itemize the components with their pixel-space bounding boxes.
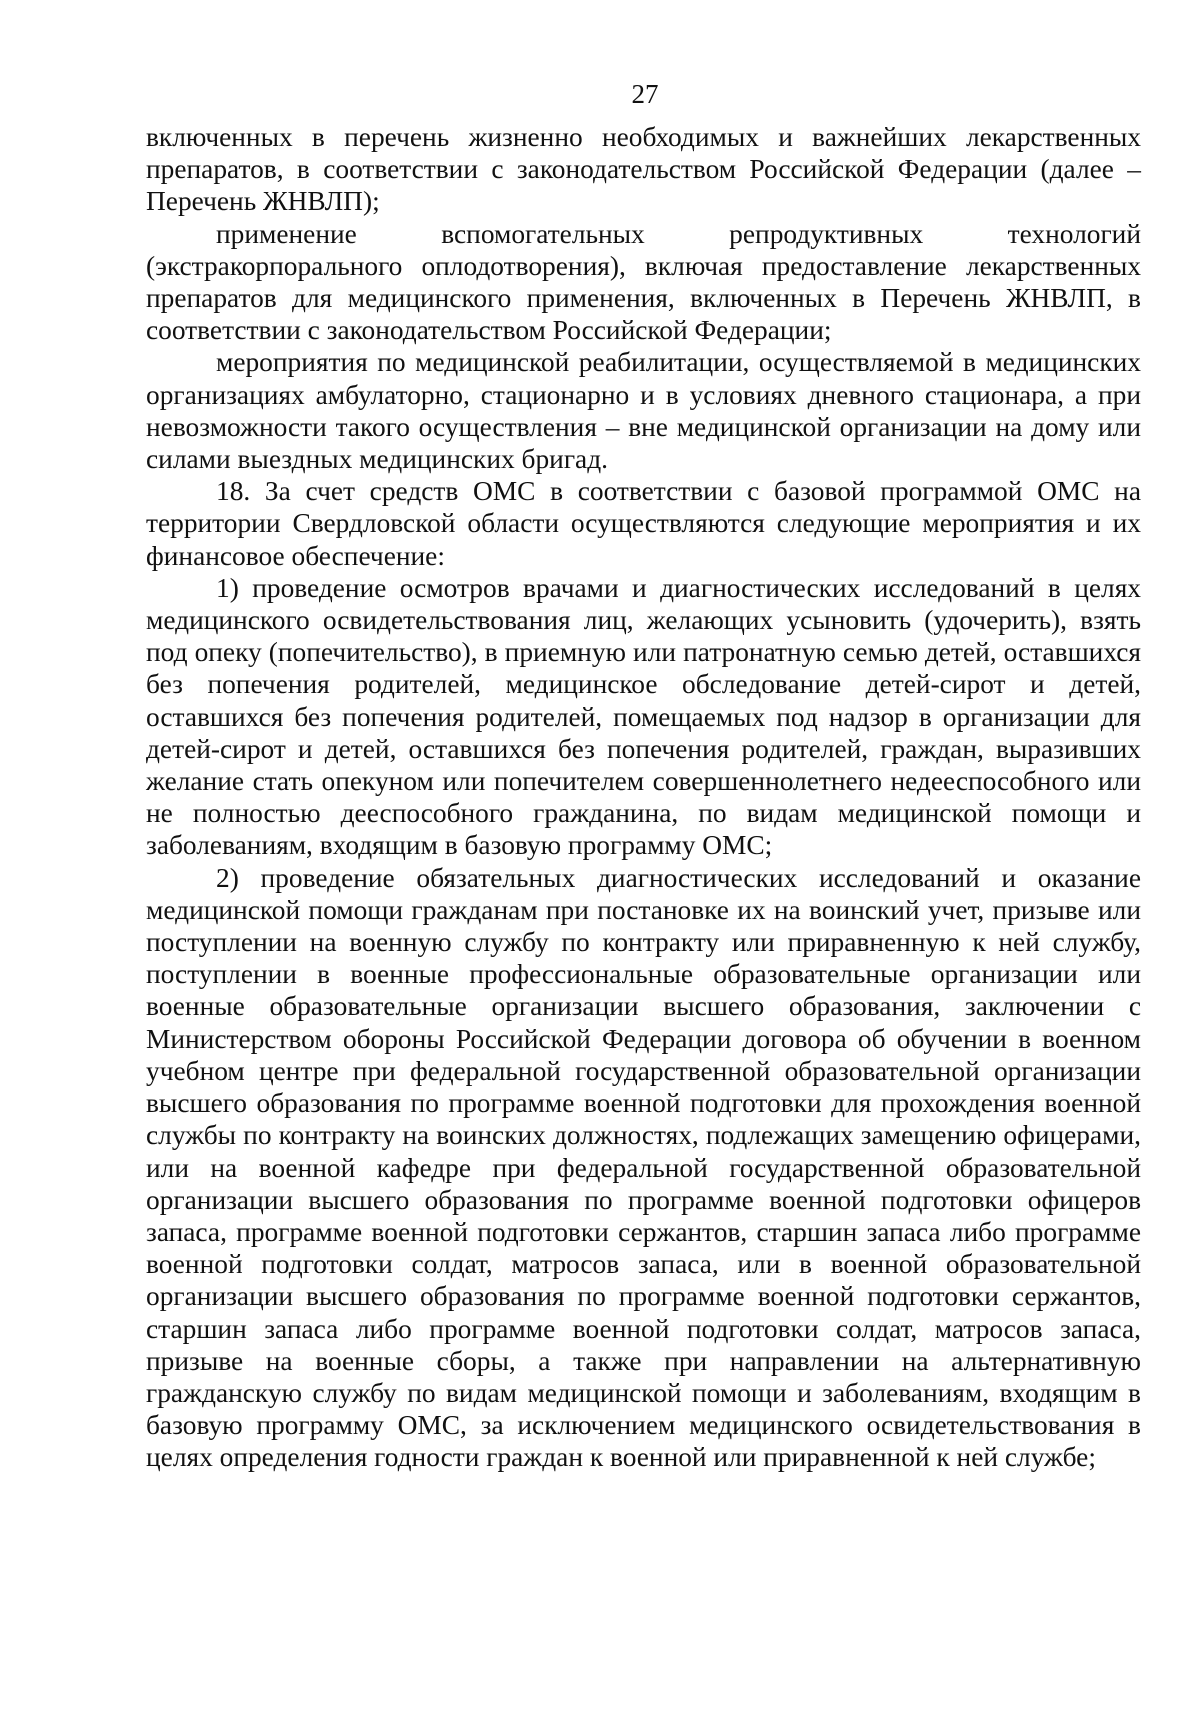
- paragraph-item-2: 2) проведение обязательных диагностических исследований и оказание медицинской помощи гражданам при постановке их на воинский учет, призыве или поступлении на военную службу по контракту или приравненную к ней службу, поступлении в военные профессиональные образовательные организации или военные образовательные организации высшего образования, заключении с Министерством обороны Российской Федерации договора об обучении в военном учебном центре при федеральной государственной образовательной организации высшего образования по программе военной подготовки для прохождения военной службы по контракту на воинских должностях, подлежащих замещению офицерами, или на военной кафедре при федеральной государственной образовательной организации высшего образования по программе военной подготовки офицеров запаса, программе военной подготовки сержантов, старшин запаса либо программе военной подготовки солдат, матросов запаса, или в военной образовательной организации высшего образования по программе военной подготовки сержантов, старшин запаса либо программе военной подготовки солдат, матросов запаса, призыве на военные сборы, а также при направлении на альтернативную гражданскую службу по видам медицинской помощи и заболеваниям, входящим в базовую программу ОМС, за исключением медицинского освидетельствования в целях определения годности граждан к военной или приравненной к ней службе;: [146, 862, 1141, 1473]
- paragraph-continuation: включенных в перечень жизненно необходимых и важнейших лекарственных препаратов, в соответствии с законодательством Российской Федерации (далее – Перечень ЖНВЛП);: [146, 122, 1141, 217]
- page-number: 27: [631, 79, 659, 109]
- paragraph-reproductive-technologies: применение вспомогательных репродуктивных технологий (экстракорпорального оплодотворения), включая предоставление лекарственных препаратов для медицинского применения, включенных в Перечень ЖНВЛП, в соответствии с законодательством Российской Федерации;: [146, 218, 1141, 346]
- paragraph-item-1: 1) проведение осмотров врачами и диагностических исследований в целях медицинского освидетельствования лиц, желающих усыновить (удочерить), взять под опеку (попечительство), в приемную или патронатную семью детей, оставшихся без попечения родителей, медицинское обследование детей-сирот и детей, оставшихся без попечения родителей, помещаемых под надзор в организации для детей-сирот и детей, оставшихся без попечения родителей, граждан, выразивших желание стать опекуном или попечителем совершеннолетнего недееспособного или не полностью дееспособного гражданина, по видам медицинской помощи и заболеваниям, входящим в базовую программу ОМС;: [146, 572, 1141, 861]
- paragraph-medical-rehabilitation: мероприятия по медицинской реабилитации, осуществляемой в медицинских организациях амбулаторно, стационарно и в условиях дневного стационара, а при невозможности такого осуществления – вне медицинской организации на дому или силами выездных медицинских бригад.: [146, 347, 1141, 475]
- paragraph-section-18: 18. За счет средств ОМС в соответствии с базовой программой ОМС на территории Свердловской области осуществляются следующие мероприятия и их финансовое обеспечение:: [146, 476, 1141, 571]
- document-body: [146, 121, 1141, 1474]
